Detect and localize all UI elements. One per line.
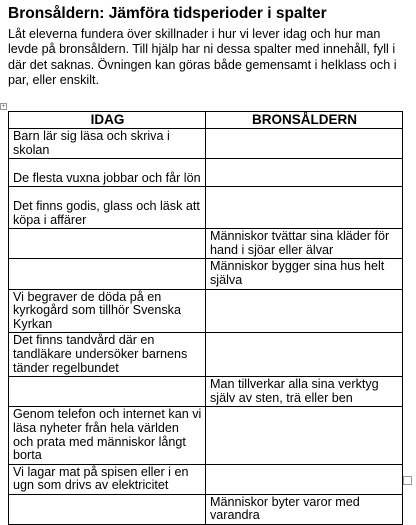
cell-idag[interactable]	[9, 377, 206, 407]
cell-idag[interactable]: Det finns tandvård där en tandläkare undersöker barnens tänder regelbundet	[9, 333, 206, 377]
table-row	[9, 407, 403, 464]
table-row	[9, 289, 403, 333]
table-move-handle-icon[interactable]: +	[1, 103, 6, 110]
header-idag: IDAG	[9, 112, 206, 129]
table-row	[9, 259, 403, 289]
cell-bronsaldern[interactable]: Människor byter varor med varandra	[206, 494, 403, 524]
cell-idag[interactable]: Genom telefon och internet kan vi läsa nyheter från hela världen och prata med människor långt borta	[9, 407, 206, 464]
cell-bronsaldern[interactable]	[206, 407, 403, 464]
table-row	[9, 464, 403, 494]
cell-bronsaldern[interactable]: Människor bygger sina hus helt själva	[206, 259, 403, 289]
cell-bronsaldern[interactable]: Man tillverkar alla sina verktyg själv av sten, trä eller ben	[206, 377, 403, 407]
cell-idag[interactable]	[9, 229, 206, 259]
cell-idag[interactable]: Vi begraver de döda på en kyrkogård som tillhör Svenska Kyrkan	[9, 289, 206, 333]
cell-bronsaldern[interactable]	[206, 159, 403, 187]
table-row	[9, 333, 403, 377]
table-row	[9, 159, 403, 187]
table-row	[9, 187, 403, 229]
cell-idag[interactable]	[9, 494, 206, 524]
cell-bronsaldern[interactable]	[206, 187, 403, 229]
page-title: Bronsåldern: Jämföra tidsperioder i spalter	[8, 5, 327, 22]
cell-bronsaldern[interactable]	[206, 333, 403, 377]
table-row	[9, 129, 403, 159]
table-row	[9, 494, 403, 524]
table-resize-handle-icon[interactable]	[403, 476, 412, 485]
table-row	[9, 229, 403, 259]
cell-idag[interactable]: De flesta vuxna jobbar och får lön	[9, 159, 206, 187]
cell-idag[interactable]	[9, 259, 206, 289]
cell-idag[interactable]: Vi lagar mat på spisen eller i en ugn som drivs av elektricitet	[9, 464, 206, 494]
comparison-table	[8, 111, 403, 525]
cell-bronsaldern[interactable]	[206, 129, 403, 159]
cell-bronsaldern[interactable]	[206, 464, 403, 494]
table-header-row	[9, 112, 403, 129]
header-bronsaldern: BRONSÅLDERN	[206, 112, 403, 129]
cell-idag[interactable]: Barn lär sig läsa och skriva i skolan	[9, 129, 206, 159]
table-row	[9, 377, 403, 407]
intro-paragraph: Låt eleverna fundera över skillnader i hur vi lever idag och hur man levde på bronsåldern. Till hjälp har ni dessa spalter med innehåll, fyll i där det saknas. Övningen kan göras både gemensamt i helklass och i par, eller enskilt.	[8, 27, 397, 88]
cell-bronsaldern[interactable]	[206, 289, 403, 333]
cell-bronsaldern[interactable]: Människor tvättar sina kläder för hand i sjöar eller älvar	[206, 229, 403, 259]
cell-idag[interactable]: Det finns godis, glass och läsk att köpa i affärer	[9, 187, 206, 229]
